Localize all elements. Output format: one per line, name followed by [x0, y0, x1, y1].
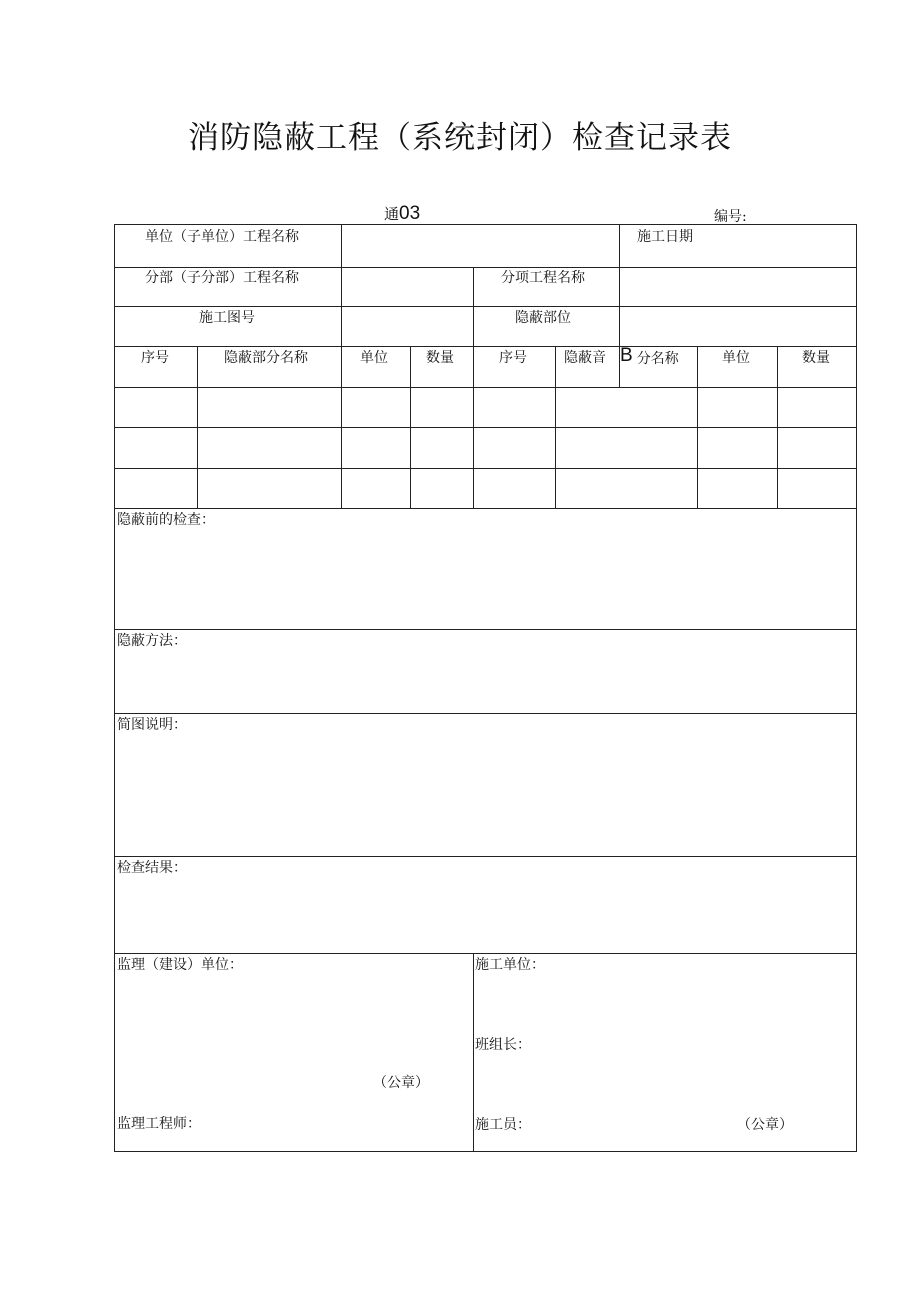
team-leader-label: 班组长： [475, 1037, 531, 1053]
result-label: 检查结果： [117, 860, 187, 876]
unit-project-name-label: 单位（子单位）工程名称 [145, 229, 299, 245]
contractor-unit-label: 施工单位： [475, 957, 545, 973]
col-divider [473, 953, 474, 1151]
col-divider [777, 346, 778, 508]
col-header-qty-2: 数量 [802, 350, 830, 366]
subitem-project-name-label: 分项工程名称 [501, 270, 585, 286]
construction-date-label: 施工日期 [637, 229, 693, 245]
seal-left: （公章） [373, 1075, 429, 1091]
serial-number-label: 编号: [714, 209, 747, 225]
col-header-seq-2: 序号 [499, 350, 527, 366]
method-label: 隐蔽方法： [117, 633, 187, 649]
subdivision-project-name-label: 分部（子分部）工程名称 [145, 270, 299, 286]
col-divider [197, 346, 198, 508]
col-header-part-name-2-rest [620, 347, 679, 366]
col-header-unit-1: 单位 [360, 350, 388, 366]
drawing-number-label: 施工图号 [199, 310, 255, 326]
row-divider [115, 953, 856, 954]
form-code-number: 03 [399, 203, 421, 224]
constructor-label: 施工员： [475, 1117, 531, 1133]
row-divider [115, 387, 856, 388]
concealed-location-label: 隐蔽部位 [515, 310, 571, 326]
col-divider [473, 346, 474, 508]
col-divider [697, 346, 698, 508]
supervising-engineer-label: 监理工程师： [117, 1116, 201, 1132]
col-header-unit-2: 单位 [722, 350, 750, 366]
col-header-qty-1: 数量 [426, 350, 454, 366]
row-divider [115, 508, 856, 509]
col-divider [619, 267, 620, 346]
row-divider [115, 629, 856, 630]
form-code-prefix: 通 [384, 205, 400, 223]
inspection-form-table [114, 224, 857, 1152]
col-header-part-name-2-c: 分名称 [636, 351, 679, 367]
row-divider [115, 713, 856, 714]
pre-check-label: 隐蔽前的检查： [117, 512, 215, 528]
col-header-part-name-2-b: B [620, 345, 633, 366]
supervisor-unit-label: 监理（建设）单位： [117, 957, 243, 973]
form-code [384, 203, 420, 225]
col-divider [555, 346, 556, 508]
row-divider [115, 306, 856, 307]
col-divider [341, 225, 342, 346]
col-header-part-name-2 [564, 349, 606, 367]
col-header-part-name-2-a: 隐蔽音 [564, 350, 606, 366]
row-divider [115, 267, 856, 268]
col-divider [410, 346, 411, 508]
col-header-seq-1: 序号 [141, 350, 169, 366]
row-divider [115, 468, 856, 469]
seal-right: （公章） [737, 1117, 793, 1133]
row-divider [115, 427, 856, 428]
row-divider [115, 346, 856, 347]
row-divider [115, 856, 856, 857]
col-divider [619, 225, 620, 267]
document-title: 消防隐蔽工程（系统封闭）检查记录表 [188, 120, 732, 156]
col-divider [341, 346, 342, 508]
sketch-label: 简图说明： [117, 717, 187, 733]
col-header-part-name-1: 隐蔽部分名称 [224, 350, 308, 366]
col-divider [473, 267, 474, 346]
